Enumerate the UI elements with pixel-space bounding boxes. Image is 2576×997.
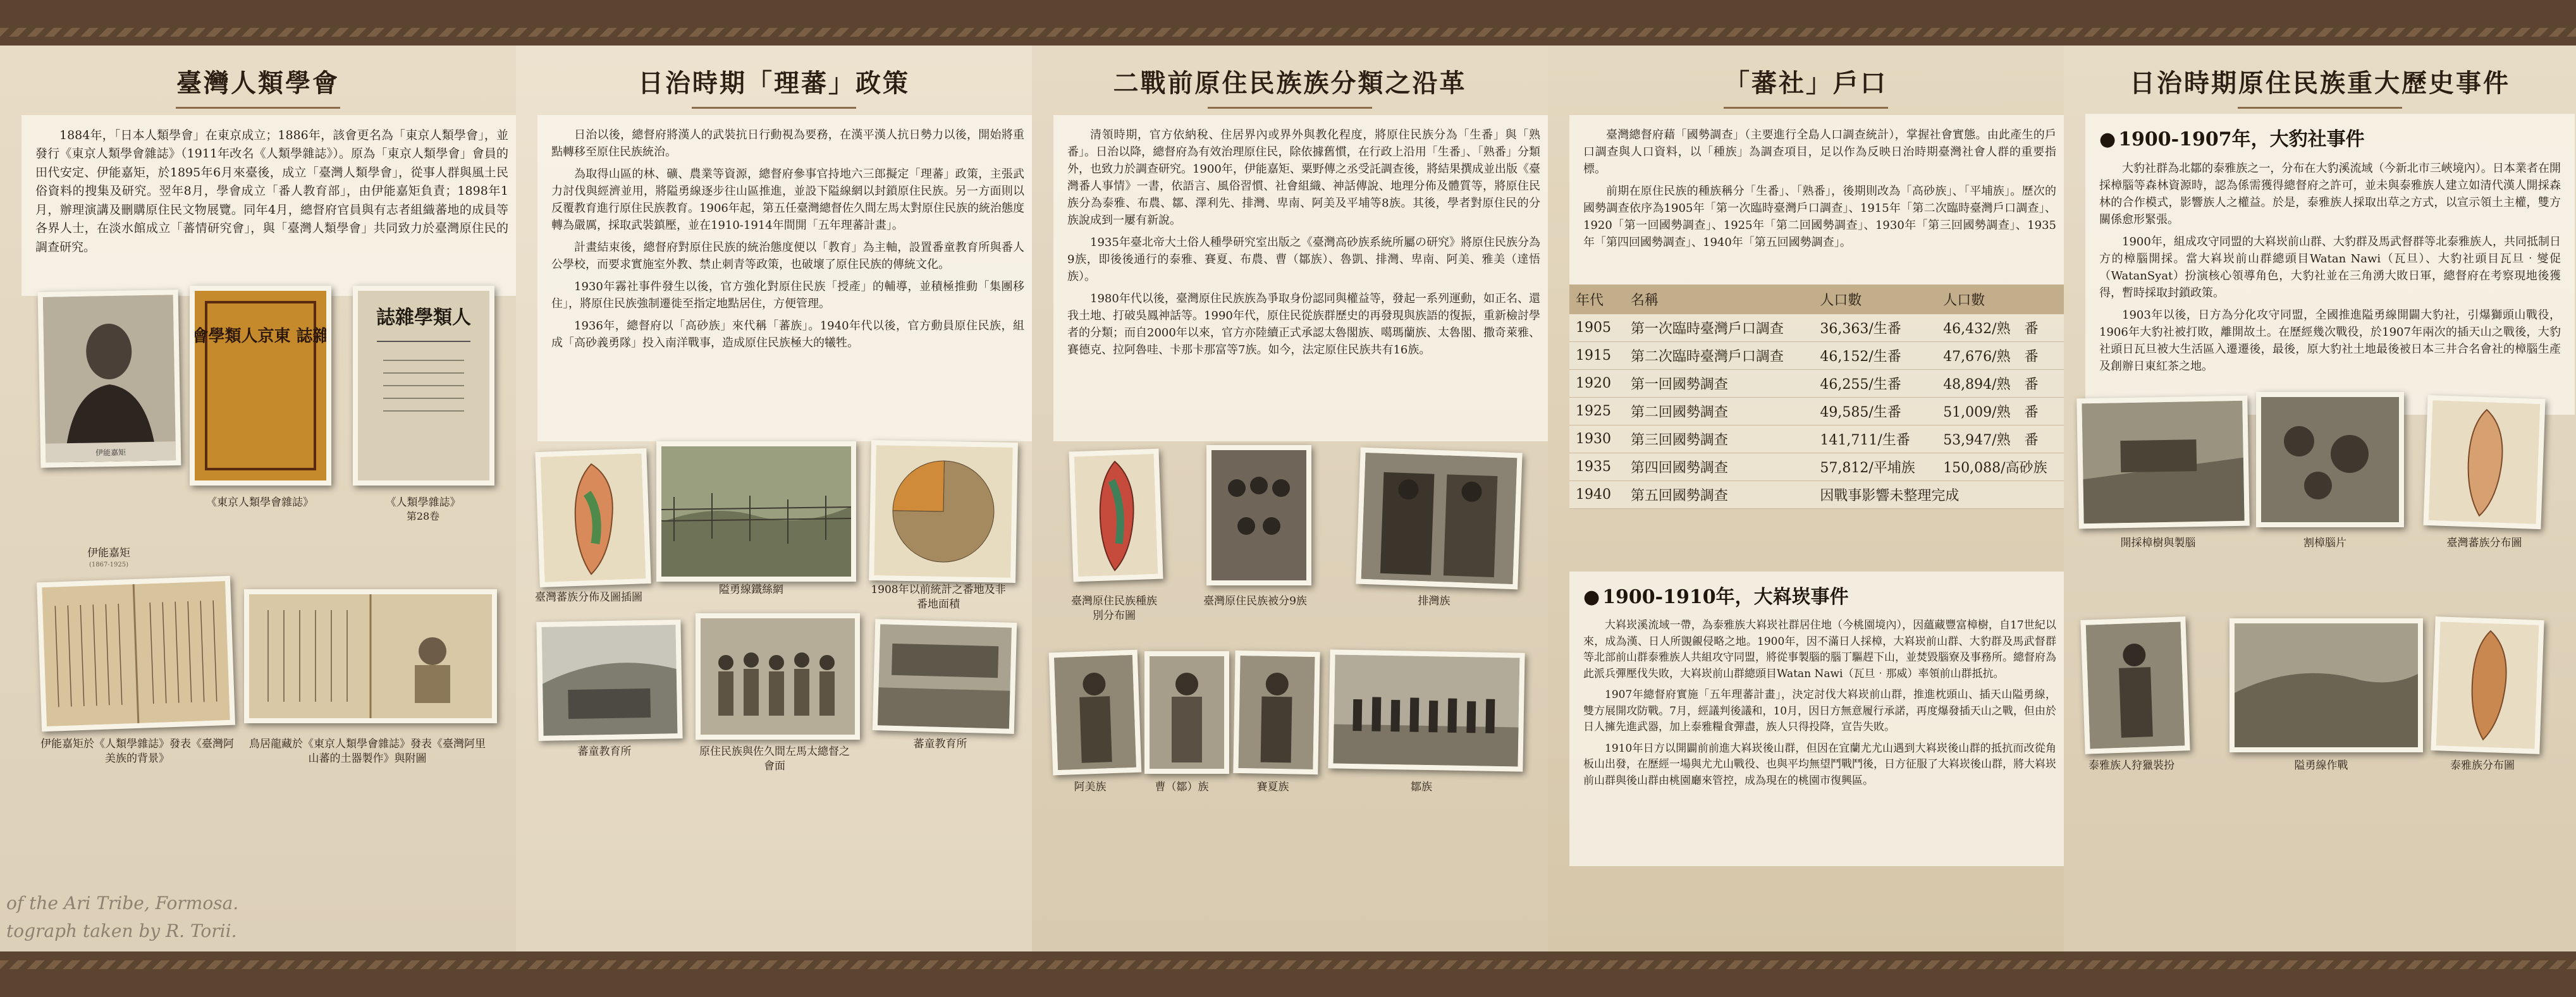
paragraph: 1930年霧社事件發生以後，官方強化對原住民族「授產」的輔導，並積極推動「集團移住」，將原住民族強制遷徙至指定地點居住，方便管理。	[551, 280, 1024, 310]
amis-image	[1054, 655, 1136, 770]
paragraph: 1910年日方以開闢前前進大嵙崁後山群，但因在宜蘭尤尤山遇到大嵙崁後山群的抵抗而改從角板山出發，在歷經一場與尤尤山戰役、也與平均無望鬥戰鬥後，日方征服了大嵙崁後山群，將大嵙崁前山群與後山群由桃園廳來管控，成為現在的桃園市復興區。	[1583, 742, 2056, 787]
caption: 臺灣原住民族種族別分布圖	[1071, 595, 1157, 622]
top-decorative-band	[0, 0, 2576, 46]
paragraph: 1936年，總督府以「高砂族」來代稱「蕃族」。1940年代以後，官方動員原住民族，組成「高砂義勇隊」投入南洋戰事，造成原住民族極大的犧牲。	[551, 319, 1024, 350]
event-block-dabao	[2085, 114, 2575, 415]
school-image	[542, 625, 678, 736]
cell: 141,711/生番	[1813, 425, 1937, 453]
cell: 49,585/生番	[1813, 398, 1937, 425]
cell: 1920	[1569, 370, 1624, 398]
panel-body	[1569, 115, 2064, 290]
hunter-photo	[2080, 616, 2190, 754]
magazine-cover-image	[195, 291, 326, 480]
cell: 因戰事影響未整理完成	[1813, 481, 2064, 509]
panel-title: 日治時期「理蕃」政策	[516, 63, 1032, 109]
caption: 排灣族	[1418, 595, 1451, 608]
tribe-group-photo	[1206, 445, 1311, 585]
paiwan-image	[1361, 453, 1518, 584]
panel-census	[1548, 46, 2064, 951]
map-image	[541, 453, 646, 582]
table-row	[1569, 342, 2064, 370]
open-journal-photo	[37, 576, 235, 732]
group-gathering-image	[1334, 654, 1520, 766]
magazine-1-title: 會學類人京東 誌雜	[195, 327, 326, 346]
caption: 蕃童教育所	[913, 738, 967, 750]
magazine-2-title: 誌雜學類人	[376, 307, 471, 329]
caption: 伊能嘉矩於《人類學雜誌》發表《臺灣阿美族的背景》	[40, 738, 234, 765]
cell: 46,152/生番	[1813, 342, 1937, 370]
portrait-photo	[38, 290, 181, 468]
camphor-chips-image	[2261, 397, 2399, 522]
cell: 第四回國勢調查	[1624, 453, 1814, 481]
cell: 46,432/熟 番	[1937, 314, 2064, 342]
caption: 原住民族與佐久間左馬太總督之會面	[699, 745, 850, 773]
panel-body	[21, 115, 516, 296]
panel-body	[1053, 115, 1548, 441]
photo-watermark-line-1: of the Ari Tribe, Formosa.	[6, 893, 239, 914]
panel-body	[537, 115, 1032, 441]
land-area-chart-photo	[869, 440, 1018, 583]
caption: 賽夏族	[1256, 781, 1289, 793]
caption: 臺灣原住民族被分9族	[1203, 595, 1307, 608]
cell: 1940	[1569, 481, 1624, 509]
caption: 阿美族	[1074, 781, 1107, 793]
map-photo	[535, 448, 651, 587]
cell: 第一次臨時臺灣戶口調查	[1624, 314, 1814, 342]
caption: 鳥居龍藏於《東京人類學會雜誌》發表《臺灣阿里山蕃的土器製作》與附圖	[249, 738, 486, 765]
cell: 第五回國勢調查	[1624, 481, 1814, 509]
cell: 1905	[1569, 314, 1624, 342]
journal-cover-photo	[353, 286, 494, 486]
bottom-decorative-band	[0, 951, 2576, 997]
pottery-article-image	[249, 594, 492, 718]
cell: 53,947/熟 番	[1937, 425, 2064, 453]
caption: 《東京人類學會雜誌》	[206, 496, 314, 509]
panel-aborigine-policy	[516, 46, 1032, 951]
cell: 47,676/熟 番	[1937, 342, 2064, 370]
guardline-battle-image	[2235, 623, 2418, 747]
hunter-image	[2086, 621, 2185, 749]
tsou-photo	[1144, 651, 1229, 774]
classroom-photo	[873, 619, 1017, 734]
tsou-image	[1150, 656, 1224, 769]
land-area-pie-chart	[874, 445, 1013, 578]
saisiyat-photo	[1233, 651, 1320, 774]
cell: 46,255/生番	[1813, 370, 1937, 398]
paragraph: 1980年代以後，臺灣原住民族族為爭取身份認同與權益等，發起一系列運動，如正名、還我土地、打破吳鳳神話等。1990年代，原住民從族群歷史的再發現與族語的復振，重新檢討學者的分類；而自2000年以來，官方亦陸續正式承認太魯閣族、噶瑪蘭族、太魯閣、撒奇萊雅、賽德克、拉阿魯哇、卡那卡那富等7族。如今，法定原住民族共有16族。	[1067, 292, 1540, 357]
cell: 第三回國勢調查	[1624, 425, 1814, 453]
school-photo	[536, 620, 682, 741]
table-header-row	[1569, 284, 2064, 314]
paragraph: 日治以後，總督府將漢人的武裝抗日行動視為要務，在漢平漢人抗日勢力以後，開始將重點轉移至原住民族統治。	[551, 128, 1024, 159]
tribe-map-image	[1074, 454, 1158, 577]
photo-watermark-line-2: tograph taken by R. Torii.	[6, 921, 237, 941]
classroom-image	[878, 624, 1012, 728]
open-journal-image	[42, 581, 230, 726]
table-header: 人口數	[1813, 284, 1937, 314]
table-row	[1569, 398, 2064, 425]
cell: 150,088/高砂族	[1937, 453, 2064, 481]
paragraph: 1903年以後，日方為分化攻守同盟，全國推進隘勇線開闢大豹社，引爆獅頭山戰役，1906年大豹社被打敗，離開故土。在歷經幾次戰役，於1907年兩次的插天山之戰後，大豹社頭日瓦旦被大生活區入遷遷後，最後，原大豹社土地最後被日本三井合名會社的樟腦生產及創辦日東紅茶之地。	[2099, 309, 2561, 373]
cell: 第二回國勢調查	[1624, 398, 1814, 425]
caption: 蕃童教育所	[577, 745, 632, 758]
cell: 36,363/生番	[1813, 314, 1937, 342]
caption: 《人類學雜誌》 第28卷	[385, 496, 461, 522]
event-heading: ● 1900-1910年，大嵙崁事件	[1583, 586, 1849, 608]
cell: 1935	[1569, 453, 1624, 481]
paragraph: 大嵙崁溪流域一帶，為泰雅族大嵙崁社群居住地（今桃園境內），因蘊藏豐富樟樹，自17世紀以來，成為漢、日人所覬覦侵略之地。1900年，因不滿日人採樟，大嵙崁前山群、大豹群及馬武督群等北部前山群泰雅族人共組攻守同盟，將從事製腦的腦丁驅趕下山，並焚毀腦寮及事務所。總督府為此派兵彈壓伐失敗，大嵙崁前山群總頭目Watan Nawi（瓦旦‧那威）率領前山群抵抗。	[1583, 619, 2056, 680]
journal-cover-image	[358, 291, 489, 480]
paragraph: 臺灣總督府藉「國勢調查」（主要進行全島人口調查統計），掌握社會實態。由此產生的戶口調查與人口資料，以「種族」為調查項目，足以作為反映日治時期臺灣社會人群的重要指標。	[1583, 128, 2056, 176]
distribution-map-image	[2429, 400, 2541, 524]
event-heading: ● 1900-1907年，大豹社事件	[2099, 128, 2365, 150]
paragraph: 1900年，組成攻守同盟的大嵙崁前山群、大豹群及馬武督群等北泰雅族人，共同抵制日方的樟腦開採。當大嵙崁前山群總頭目Watan Nawi（瓦旦）、大豹社頭目瓦旦‧燮促（WatanSyat）扮演核心領導角色，大豹社並在三角湧大敗日軍，總督府在考察現地後獲得，暫時採取封鎖政策。	[2099, 235, 2561, 300]
guardline-image	[661, 446, 851, 577]
atayal-map-photo	[2431, 616, 2544, 754]
cell: 51,009/熟 番	[1937, 398, 2064, 425]
panel-title: 二戰前原住民族族分類之沿革	[1032, 63, 1548, 109]
cell: 1925	[1569, 398, 1624, 425]
table-row	[1569, 370, 2064, 398]
amis-photo	[1049, 650, 1142, 776]
table-header: 名稱	[1624, 284, 1814, 314]
tribe-map-photo	[1069, 449, 1163, 582]
paragraph: 1935年臺北帝大土俗人種學研究室出版之《臺灣高砂族系統所屬の研究》將原住民族分為9族，即後後通行的泰雅、賽夏、布農、曹（鄒族）、魯凱、排灣、卑南、阿美、雅美（達悟族）。	[1067, 236, 1540, 283]
paragraph: 清領時期，官方依納稅、住居界內或界外與教化程度，將原住民族分為「生番」與「熟番」。日治以降，總督府為有效治理原住民，除依據舊慣，在行政上沿用「生番」、「熟番」分類外，也致力於調查研究。1900年，伊能嘉矩、粟野傳之丞受託調查後，將結果撰成並出版《臺灣番人事情》一書，依語言、風俗習慣、社會組織、神話傳說、地理分佈及體質等，將原住民族分為泰雅、布農、鄒、澤利先、排灣、卑南、阿美及平埔等8族。其後，學者對原住民的分族說成到一屢有新說。	[1067, 128, 1540, 227]
saisiyat-image	[1238, 656, 1315, 769]
portrait-label: 伊能嘉矩	[95, 448, 126, 458]
panel-title: 臺灣人類學會	[0, 63, 516, 109]
panel-title: 日治時期原住民族重大歷史事件	[2064, 63, 2576, 109]
cell: 57,812/平埔族	[1813, 453, 1937, 481]
caption: 鄒族	[1411, 781, 1432, 793]
cell: 48,894/熟 番	[1937, 370, 2064, 398]
cell: 1915	[1569, 342, 1624, 370]
paragraph: 大豹社群為北鄒的泰雅族之一，分布在大豹溪流域（今新北市三峽境內）。日本業者在開採樟腦等森林資源時，認為係需獲得總督府之許可，並未與泰雅族人建立如清代漢人開採森林的合作模式，影響族人之權益。於是，泰雅族人採取出草之方式，以宣示領土主權，雙方關係愈形緊張。	[2099, 162, 2561, 226]
table-header: 人口數	[1937, 284, 2064, 314]
cell: 第一回國勢調查	[1624, 370, 1814, 398]
panel-anthropology-society	[0, 46, 516, 951]
camphor-image	[2082, 401, 2244, 523]
table-row	[1569, 425, 2064, 453]
paragraph: 為取得山區的林、礦、農業等資源，總督府參事官持地六三郎擬定「理蕃」政策，主張武力討伐與經濟並用，將隘勇線逐步往山區推進，並設下隘線網以封鎖原住民族。另一方面則以反覆教育進行原住民族教育。1906年起，第五任臺灣總督佐久間左馬太對原住民族的統治態度轉為嚴厲，採取武裝鎮壓，並在1910-1914年間開「五年理蕃計畫」。	[551, 168, 1024, 232]
camphor-chips-photo	[2256, 392, 2404, 527]
caption: 開採樟樹與製腦	[2120, 537, 2196, 549]
atayal-map-image	[2436, 621, 2539, 749]
portrait-image	[43, 295, 176, 463]
caption: 隘勇線鐵絲網	[719, 584, 783, 596]
guardline-photo	[656, 441, 856, 582]
caption: 臺灣蕃族分佈及圖插圖	[535, 591, 642, 604]
event-block-takoham	[1569, 572, 2064, 866]
group-gathering-photo	[1328, 649, 1524, 771]
paragraph: 1907年總督府實施「五年理蕃計畫」，決定討伐大嵙崁前山群，推進枕頭山、插天山隘勇線，雙方展開攻防戰。7月，經議判後議和，10月，因日方無意履行承諾，再度爆發插天山之戰，但由於日人擁先進武器，加上泰雅糧食彈盡，族人只得投降，宣告失敗。	[1583, 688, 2056, 733]
paiwan-photo	[1356, 448, 1522, 590]
paragraph: 1884年，「日本人類學會」在東京成立；1886年，該會更名為「東京人類學會」，並發行《東京人類學會雜誌》（1911年改名《人類學雜誌》）。原為「東京人類學會」會員的田代安定、伊能嘉矩，於1895年6月來臺後，成立「臺灣人類學會」，從事人群與風土民俗資料的搜集及研究。翌年8月，學會成立「番人教育部」，由伊能嘉矩負責；1898年1月，辦理演講及刪購原住民文物展覽。同年4月，總督府官員與有志者組織蕃地的成員等各界人士，在淡水館成立「蕃情研究會」，與「臺灣人類學會」共同致力於臺灣原住民的調查研究。	[35, 128, 508, 254]
caption: 1908年以前統計之番地及非番地面積	[871, 584, 1006, 611]
caption: 割樟腦片	[2303, 537, 2346, 549]
guardline-battle-photo	[2229, 618, 2423, 752]
table-header: 年代	[1569, 284, 1624, 314]
paragraph: 計畫結束後，總督府對原住民族的統治態度便以「教育」為主軸，設置番童教育所與番人公學校，而要求實施室外教、禁止刺青等政策，也破壞了原住民族的傳統文化。	[551, 241, 1024, 271]
caption: 泰雅族分布圖	[2450, 759, 2515, 772]
panel-tribe-classification	[1032, 46, 1548, 951]
paragraph: 前期在原住民族的種族稱分「生番」、「熟番」，後期則改為「高砂族」、「平埔族」。歷次的國勢調查依序為1905年「第一次臨時臺灣戶口調查」、1915年「第二次臨時臺灣戶口調查」、1920「第一回國勢調查」、1925年「第二回國勢調查」、1930年「第三回國勢調查」、1935年「第四回國勢調查」、1940年「第五回國勢調查」。	[1583, 185, 2056, 249]
caption: 隘勇線作戰	[2294, 759, 2348, 772]
panel-title: 「蕃社」戶口	[1548, 63, 2064, 109]
caption: 臺灣蕃族分布圖	[2446, 537, 2522, 549]
magazine-cover-photo	[190, 286, 331, 486]
table-row	[1569, 481, 2064, 509]
table-row	[1569, 453, 2064, 481]
pottery-article-photo	[244, 589, 497, 723]
panel-major-events	[2064, 46, 2576, 951]
caption: 泰雅族人狩獵裝扮	[2088, 759, 2174, 772]
cell: 1930	[1569, 425, 1624, 453]
camphor-photo	[2076, 396, 2250, 529]
caption: 伊能嘉矩 (1867-1925)	[87, 547, 130, 568]
caption: 曹（鄒）族	[1155, 781, 1209, 793]
table-row	[1569, 314, 2064, 342]
distribution-map-photo	[2423, 395, 2545, 529]
census-table	[1569, 284, 2064, 509]
meeting-image	[701, 618, 855, 735]
meeting-photo	[696, 613, 860, 740]
cell: 第二次臨時臺灣戶口調查	[1624, 342, 1814, 370]
tribe-group-image	[1211, 450, 1306, 580]
